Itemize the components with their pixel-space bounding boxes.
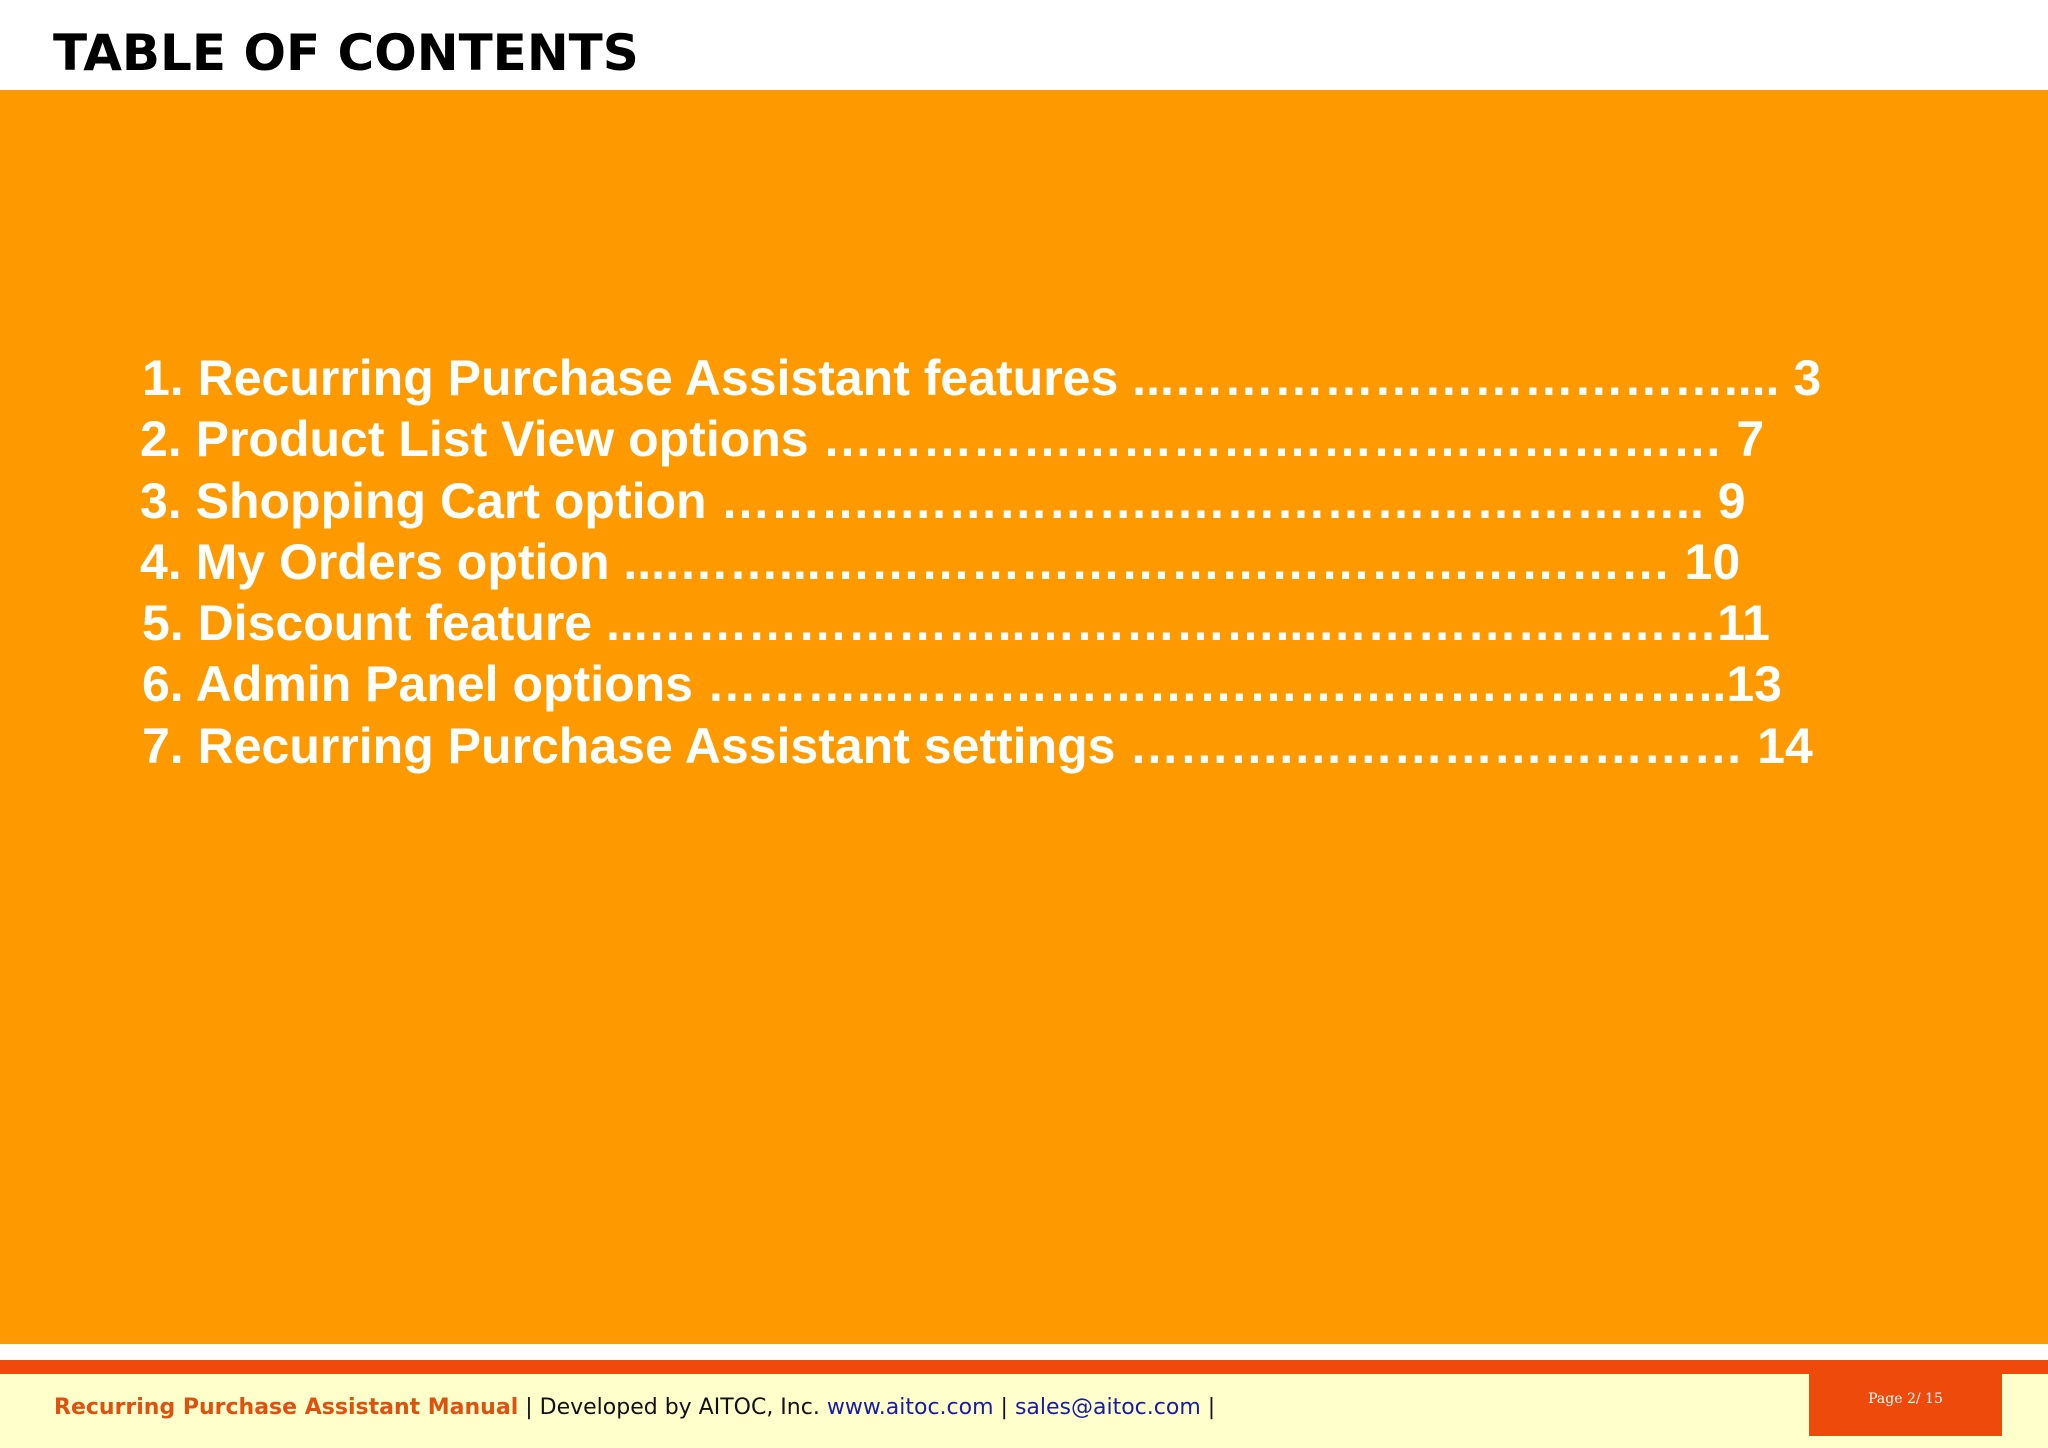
toc-entry-4: 4. My Orders option ....……...…………………………………………… 10 bbox=[140, 533, 1741, 590]
page-number-badge: Page 2/ 15 bbox=[1809, 1374, 2002, 1436]
footer-separator: | bbox=[993, 1395, 1015, 1420]
footer-divider bbox=[0, 1360, 2048, 1374]
footer-developer: | Developed by AITOC, Inc. bbox=[518, 1395, 827, 1420]
footer-email-link[interactable]: sales@aitoc.com bbox=[1014, 1395, 1201, 1420]
page-title: TABLE OF CONTENTS bbox=[53, 24, 639, 82]
toc-entry-5: 5. Discount feature ...…………………..……………...……………………11 bbox=[142, 595, 1770, 652]
footer-text bbox=[54, 1392, 1215, 1424]
footer-website-link[interactable]: www.aitoc.com bbox=[826, 1395, 994, 1420]
toc-entry-6: 6. Admin Panel options ………...…………………………………………..13 bbox=[142, 656, 1782, 713]
toc-entry-2: 2. Product List View options ……………………………………………… 7 bbox=[140, 411, 1765, 468]
footer-manual-name: Recurring Purchase Assistant Manual bbox=[54, 1395, 519, 1420]
toc-list bbox=[140, 348, 1882, 777]
footer-separator-end: | bbox=[1200, 1395, 1216, 1420]
toc-entry-1: 1. Recurring Purchase Assistant features ...…………………………….... 3 bbox=[142, 350, 1822, 406]
toc-entry-3: 3. Shopping Cart option ………..……………..………………………….. 9 bbox=[140, 472, 1746, 529]
toc-entry-7: 7. Recurring Purchase Assistant settings ……….……………………… 14 bbox=[142, 717, 1813, 774]
